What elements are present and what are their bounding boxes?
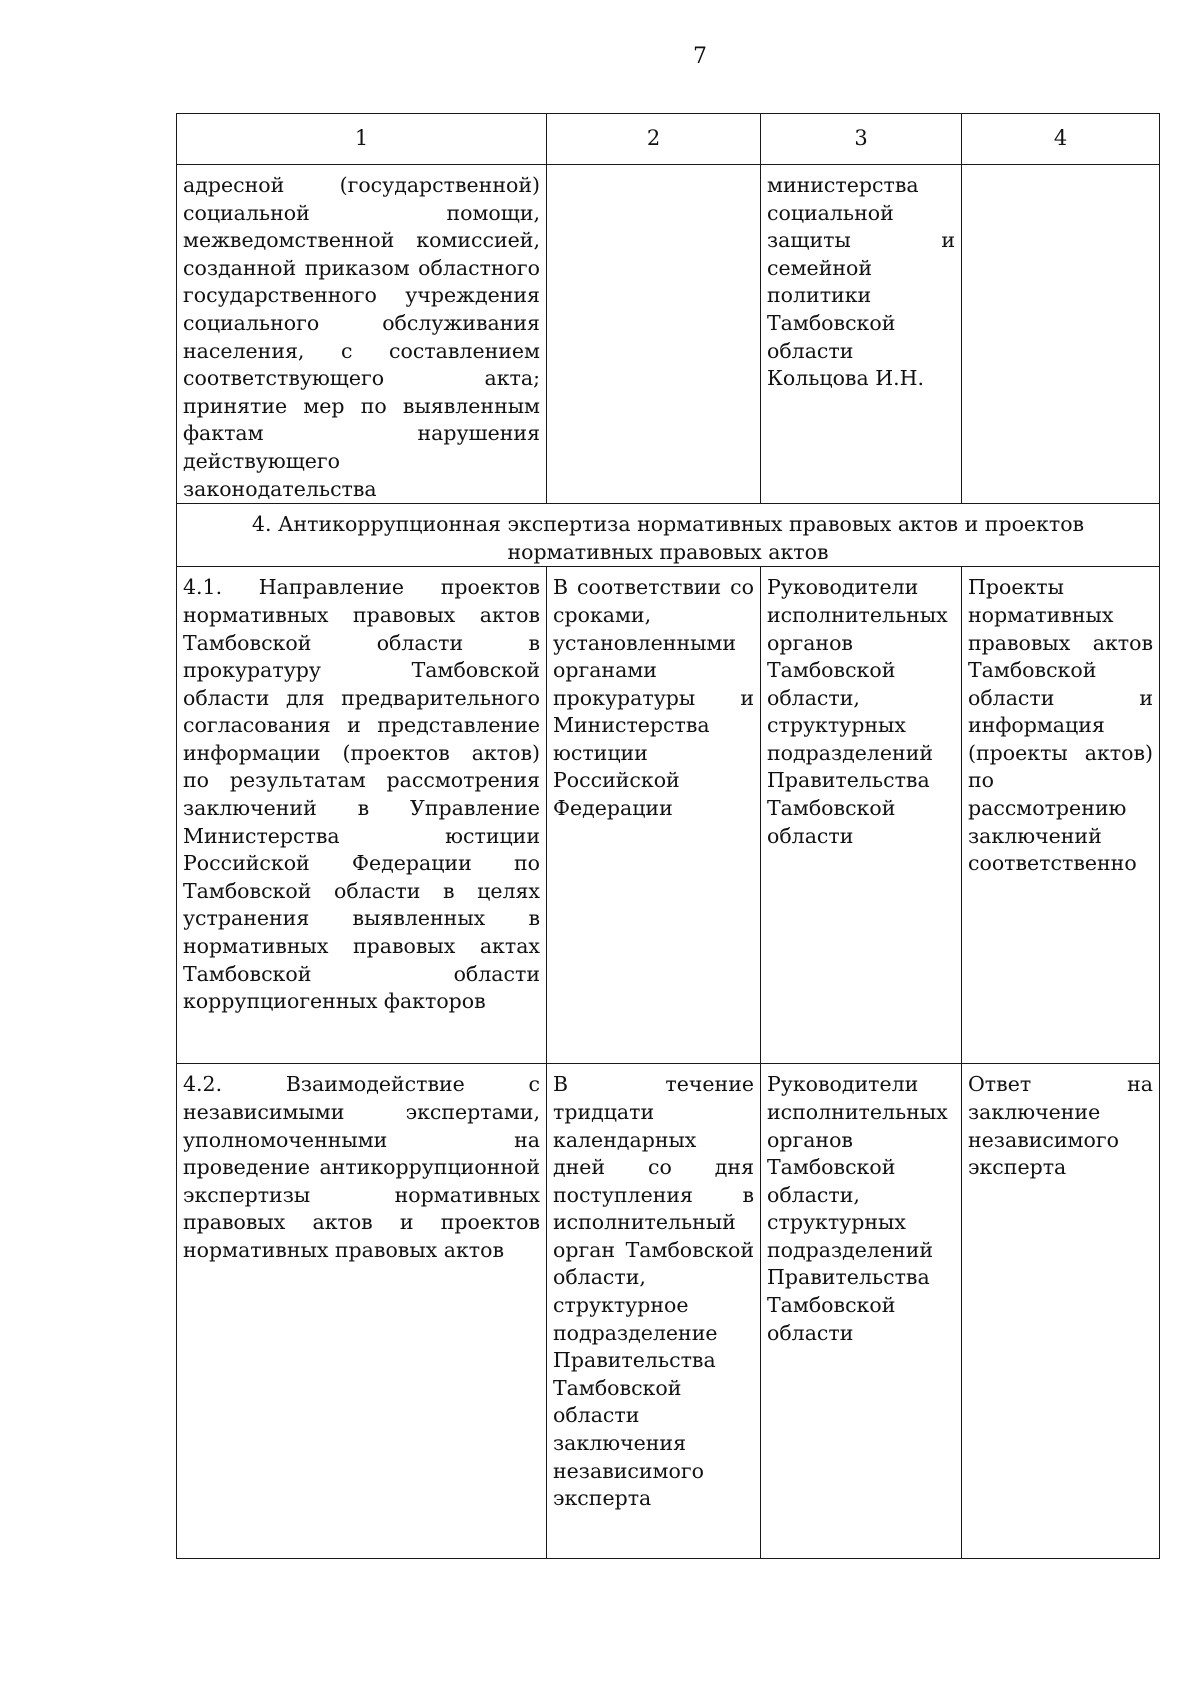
cell-activity: 4.2. Взаимодействие с независимыми экспертами, уполномоченными на проведение антикоррупционной экспертизы нормативных правовых актов и проектов нормативных правовых актов	[177, 1064, 547, 1559]
cell-responsible: министерства социальной защиты и семейной политики Тамбовской области Кольцова И.Н.	[761, 165, 962, 504]
cell-activity: адресной (государственной) социальной помощи, межведомственной комиссией, созданной приказом областного государственного учреждения социального обслуживания населения, с составлением соответствующего акта; принятие мер по выявленным фактам нарушения действующего законодательства	[177, 165, 547, 504]
cell-result: Ответ на заключение независимого эксперта	[962, 1064, 1160, 1559]
column-header-1: 1	[177, 114, 547, 165]
cell-result	[962, 165, 1160, 504]
page-number: 7	[693, 44, 707, 69]
cell-activity: 4.1. Направление проектов нормативных правовых актов Тамбовской области в прокуратуру Тамбовской области для предварительного согласования и представление информации (проектов актов) по результатам рассмотрения заключений в Управление Министерства юстиции Российской Федерации по Тамбовской области в целях устранения выявленных в нормативных правовых актах Тамбовской области коррупциогенных факторов	[177, 567, 547, 1064]
column-header-3: 3	[761, 114, 962, 165]
table-row	[177, 1064, 1160, 1559]
activity-plan-table	[176, 113, 1160, 1559]
cell-deadline: В течение тридцати календарных дней со дня поступления в исполнительный орган Тамбовской области, структурное подразделение Правительства Тамбовской области заключения независимого эксперта	[547, 1064, 761, 1559]
cell-deadline	[547, 165, 761, 504]
section-row	[177, 504, 1160, 567]
table-row	[177, 567, 1160, 1064]
section-4-title: 4. Антикоррупционная экспертиза нормативных правовых актов и проектов нормативных правовых актов	[177, 504, 1160, 567]
column-header-4: 4	[962, 114, 1160, 165]
cell-responsible: Руководители исполнительных органов Тамбовской области, структурных подразделений Правительства Тамбовской области	[761, 1064, 962, 1559]
cell-result: Проекты нормативных правовых актов Тамбовской области и информация (проекты актов) по рассмотрению заключений соответственно	[962, 567, 1160, 1064]
cell-responsible: Руководители исполнительных органов Тамбовской области, структурных подразделений Правительства Тамбовской области	[761, 567, 962, 1064]
column-header-2: 2	[547, 114, 761, 165]
table-row	[177, 165, 1160, 504]
cell-deadline: В соответствии со сроками, установленными органами прокуратуры и Министерства юстиции Российской Федерации	[547, 567, 761, 1064]
table-header-row	[177, 114, 1160, 165]
